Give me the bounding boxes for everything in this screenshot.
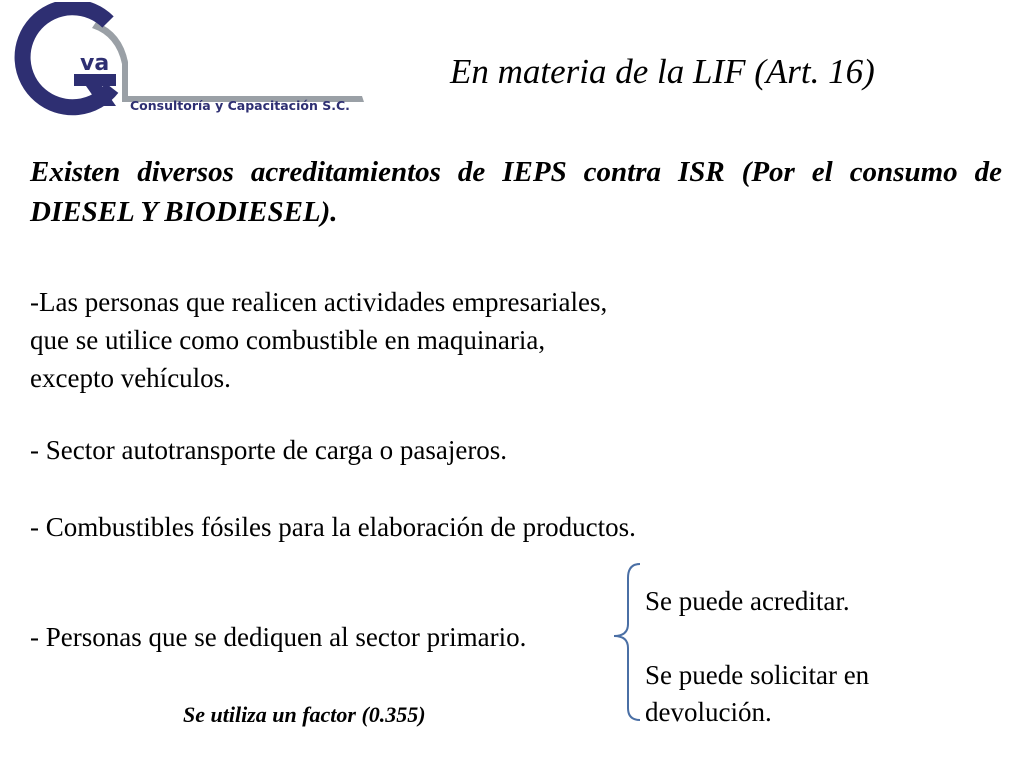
list-item [30,431,507,469]
intro-paragraph: Existen diversos acreditamientos de IEPS contra ISR (Por el consumo de DIESEL Y BIODIESEL). [30,156,1002,228]
list-item [30,618,526,656]
bracket-option [645,583,850,620]
curly-brace-icon [604,560,650,724]
bracket-option-line: Se puede solicitar en [645,660,870,690]
list-item-line: - Sector autotransporte de carga o pasajeros. [30,435,508,465]
slide-title: En materia de la LIF (Art. 16) [450,52,875,91]
logo-monogram-text: va [80,51,110,76]
company-logo [4,2,374,120]
logo-tagline: Consultoría y Capacitación S.C. [130,98,350,113]
list-item-line: - Combustibles fósiles para la elaboración de productos. [30,512,636,542]
list-item-line: que se utilice como combustible en maquinaria, [30,325,546,355]
bracket-option-line: Se puede acreditar. [645,586,850,616]
bracket-option-line: devolución. [645,697,772,727]
factor-note: Se utiliza un factor (0.355) [183,702,426,727]
list-item-line: excepto vehículos. [30,363,231,393]
list-item-line: - Personas que se dediquen al sector primario. [30,622,527,652]
list-item [30,508,636,546]
list-item [30,283,607,397]
bracket-option [645,657,869,731]
list-item-line: -Las personas que realicen actividades empresariales, [30,287,608,317]
